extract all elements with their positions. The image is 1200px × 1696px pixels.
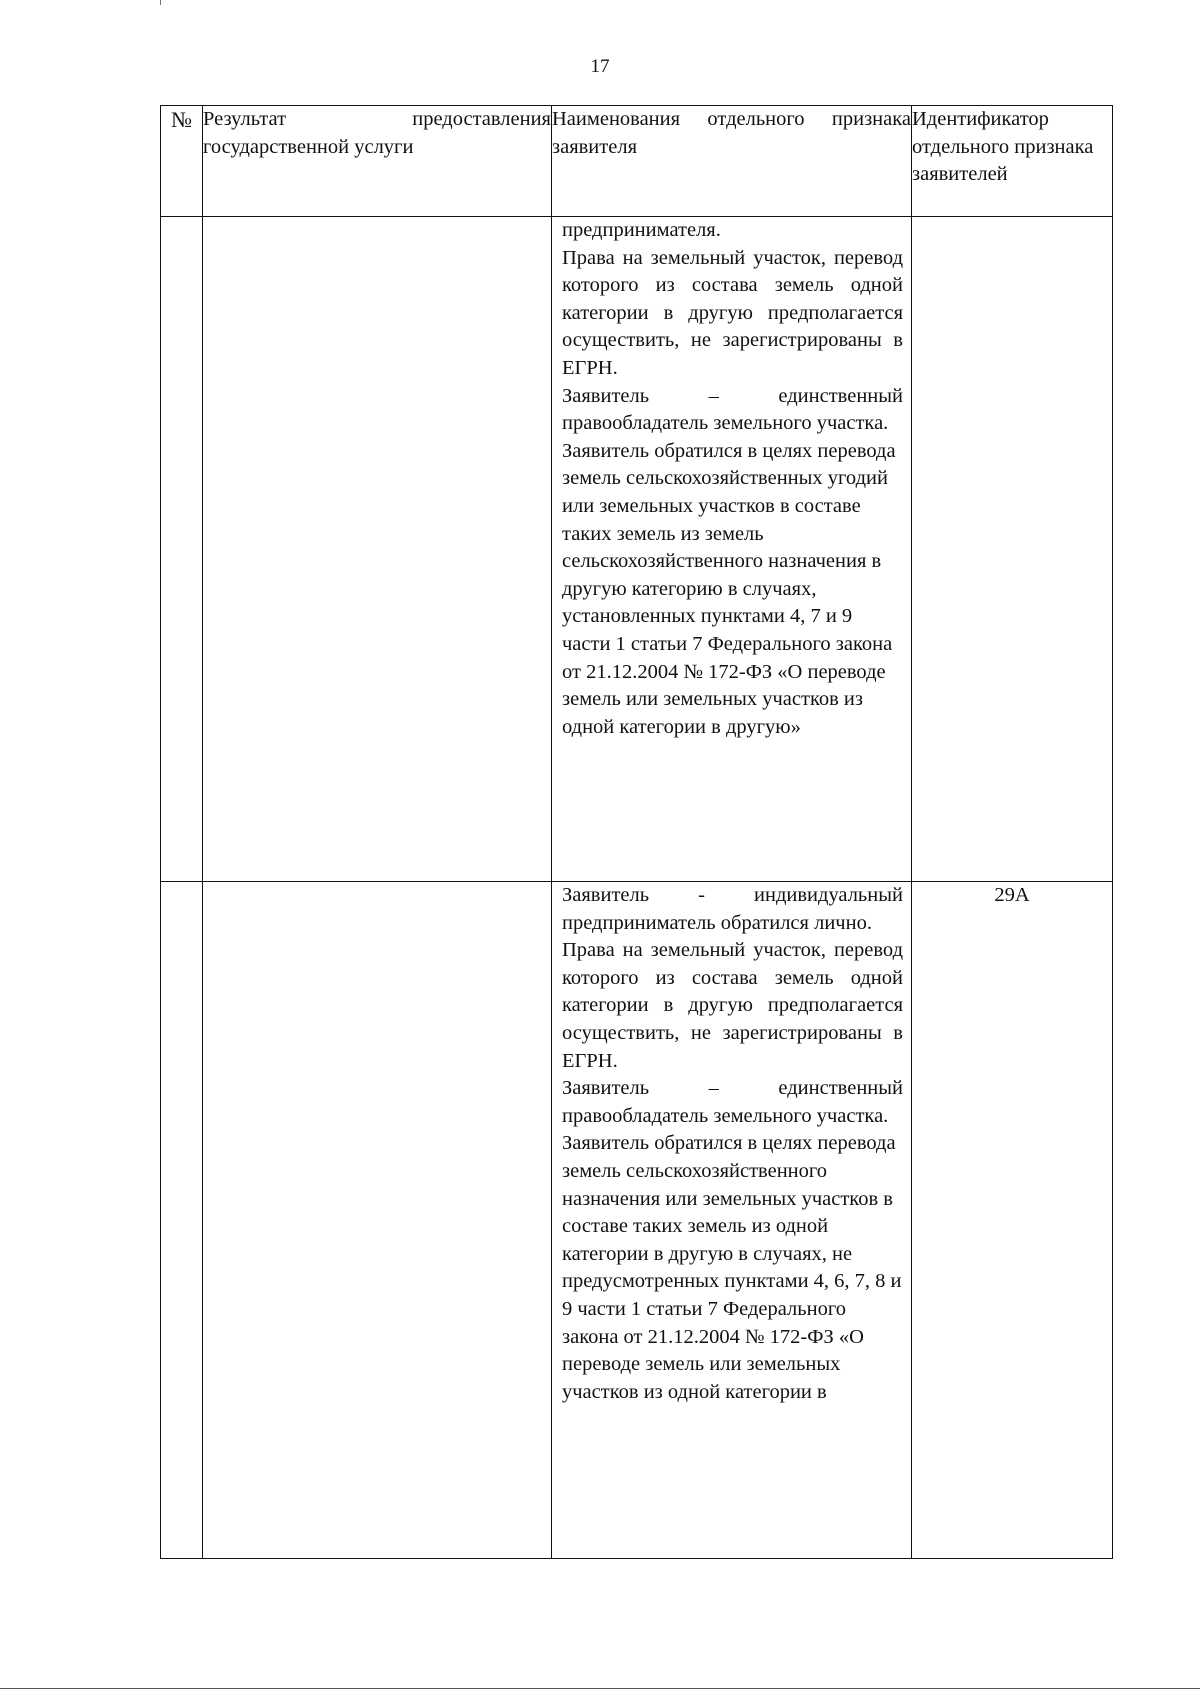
attribute-paragraph: предпринимателя. — [562, 219, 721, 241]
cell-identifier — [912, 217, 1113, 882]
attribute-paragraph: Заявитель - индивидуальный предприниматель обратился лично. — [562, 884, 903, 934]
cell-number — [161, 217, 203, 882]
attribute-paragraph: Заявитель – единственный правообладатель земельного участка. — [562, 384, 903, 435]
cell-result — [203, 882, 552, 1559]
cell-result — [203, 217, 552, 882]
page-number: 17 — [590, 56, 610, 77]
attribute-paragraph: Заявитель обратился в целях перевода земель сельскохозяйственного назначения или земельных участков в составе таких земель из одной категории в другую в случаях, не предусмотренных пунктами 4, 6, 7, 8 и 9 части 1 статьи 7 Федерального закона от 21.12.2004 № 172-ФЗ «О переводе земель или земельных участков из одной категории в — [562, 1132, 902, 1403]
header-attribute-name: Наименования отдельного признака заявителя — [552, 106, 912, 217]
attribute-paragraph: Заявитель обратился в целях перевода земель сельскохозяйственных угодий или земельных участков в составе таких земель из земель сельскохозяйственного назначения в другую категорию в случаях, установленных пунктами 4, 7 и 9 части 1 статьи 7 Федерального закона от 21.12.2004 № 172-ФЗ «О переводе земель или земельных участков из одной категории в другую» — [562, 439, 896, 738]
attribute-paragraph: Права на земельный участок, перевод которого из состава земель одной категории в другую предполагается осуществить, не зарегистрированы в ЕГРН. — [562, 939, 903, 1072]
attribute-paragraph: Права на земельный участок, перевод которого из состава земель одной категории в другую предполагается осуществить, не зарегистрированы в ЕГРН. — [562, 246, 903, 379]
scan-mark — [160, 0, 161, 5]
cell-attribute-name — [552, 217, 912, 882]
applicant-attributes-table — [160, 105, 1113, 1559]
cell-identifier: 29А — [912, 882, 1113, 1559]
table-row — [161, 882, 1113, 1559]
cell-attribute-name — [552, 882, 912, 1559]
header-attribute-identifier: Идентификатор отдельного признака заявителей — [912, 106, 1113, 217]
table-header-row — [161, 106, 1113, 217]
page-bottom-rule — [0, 1688, 1200, 1689]
cell-number — [161, 882, 203, 1559]
header-result: Результат предоставления государственной услуги — [203, 106, 552, 217]
table-row — [161, 217, 1113, 882]
header-number: № — [161, 106, 203, 217]
attribute-paragraph: Заявитель – единственный правообладатель земельного участка. — [562, 1077, 903, 1127]
